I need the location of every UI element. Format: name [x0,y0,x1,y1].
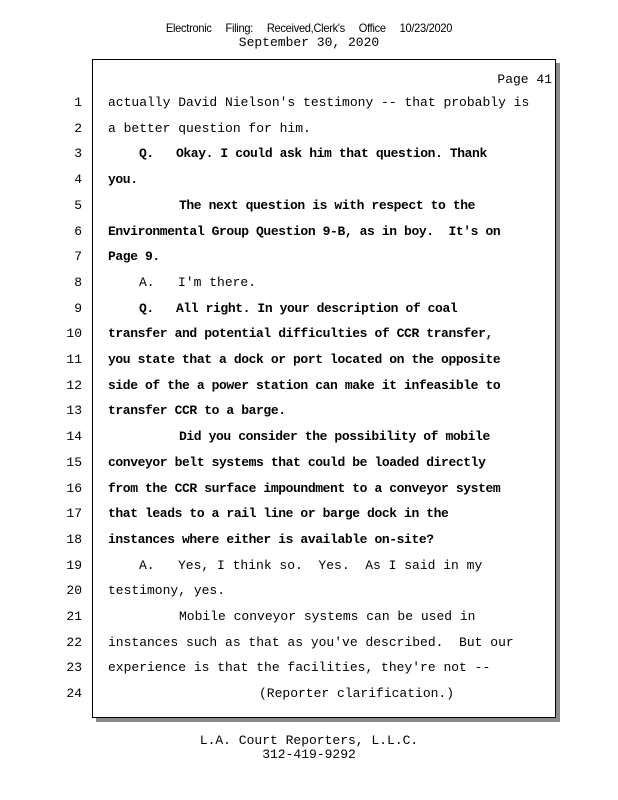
line-text: (Reporter clarification.) [259,686,455,702]
line-number: 14 [66,429,82,445]
line-number: 13 [66,403,82,419]
line-number: 23 [66,660,82,676]
line-text: Environmental Group Question 9-B, as in boy. It's on [108,223,501,239]
stamp-electronic: Electronic [165,21,212,35]
line-number: 7 [74,249,82,265]
filing-stamp [25,20,594,36]
line-number: 20 [66,583,82,599]
filing-header [0,20,618,50]
footer [0,734,618,762]
line-number: 10 [66,326,82,342]
transcript-line [0,632,618,654]
transcript-line [0,478,618,500]
line-text: side of the a power station can make it infeasible to [108,377,501,393]
line-text: Did you consider the possibility of mobile [179,429,490,445]
line-text: actually David Nielson's testimony -- that probably is [108,95,530,110]
line-number: 22 [66,634,82,650]
transcript-line [0,555,618,577]
line-number: 12 [66,377,82,393]
transcript-line [0,246,618,268]
transcript-line [0,298,618,320]
line-text: experience is that the facilities, they're not -- [108,660,491,676]
transcript-line [0,606,618,628]
transcript-line [0,529,618,551]
transcript-line [0,92,618,114]
transcript-line [0,580,618,602]
page-number: Page 41 [497,72,552,87]
transcript-line [0,221,618,243]
line-number: 8 [74,274,82,290]
transcript-line [0,143,618,165]
line-number: 3 [74,146,82,162]
transcript-date: September 30, 2020 [238,35,380,50]
line-number: 1 [74,95,82,110]
transcript-line [0,400,618,422]
stamp-office: Office [358,21,386,35]
line-text: that leads to a rail line or barge dock in the [108,506,449,522]
line-text: The next question is with respect to the [179,197,476,213]
reporter-company: L.A. Court Reporters, L.L.C. [199,733,419,748]
line-text: conveyor belt systems that could be loaded directly [108,454,486,470]
line-text: instances such as that as you've described. But our [108,634,514,650]
transcript-line [0,375,618,397]
line-text: transfer and potential difficulties of CCR transfer, [108,326,493,342]
line-text: transfer CCR to a barge. [108,403,286,419]
line-text: Page 9. [108,249,160,265]
transcript-line [0,503,618,525]
line-text: from the CCR surface impoundment to a conveyor system [108,480,501,496]
line-number: 21 [66,609,82,624]
line-number: 5 [74,197,82,213]
transcript-line [0,426,618,448]
transcript-line [0,118,618,140]
line-number: 15 [66,454,82,470]
reporter-phone: 312-419-9292 [262,747,356,762]
line-number: 16 [66,480,82,496]
line-number: 11 [66,352,82,367]
line-text: you. [108,172,138,188]
stamp-received: Received,Clerk's [266,21,345,35]
line-number: 18 [66,531,82,547]
stamp-date: 10/23/2020 [399,21,453,35]
line-text: testimony, yes. [108,583,226,599]
line-text: Q. All right. In your description of coal [139,300,458,316]
transcript-line [0,195,618,217]
transcript-line [0,272,618,294]
line-text: A. Yes, I think so. Yes. As I said in my [139,557,483,573]
line-number: 19 [66,557,82,573]
stamp-filing: Filing: [225,21,254,35]
transcript-line [0,169,618,191]
transcript-line [0,452,618,474]
line-number: 24 [66,686,82,702]
transcript-line [0,323,618,345]
line-text: instances where either is available on-site? [108,531,434,547]
line-number: 6 [74,223,82,239]
line-number: 4 [74,172,82,188]
line-number: 17 [66,506,82,522]
transcript-line [0,683,618,705]
transcript-line [0,349,618,371]
line-text: Q. Okay. I could ask him that question. Thank [139,146,487,162]
line-number: 2 [74,120,82,136]
transcript-line [0,657,618,679]
line-text: a better question for him. [108,120,311,136]
line-text: Mobile conveyor systems can be used in [179,609,476,624]
line-text: you state that a dock or port located on the opposite [108,352,501,367]
line-number: 9 [74,300,82,316]
line-text: A. I'm there. [139,274,257,290]
